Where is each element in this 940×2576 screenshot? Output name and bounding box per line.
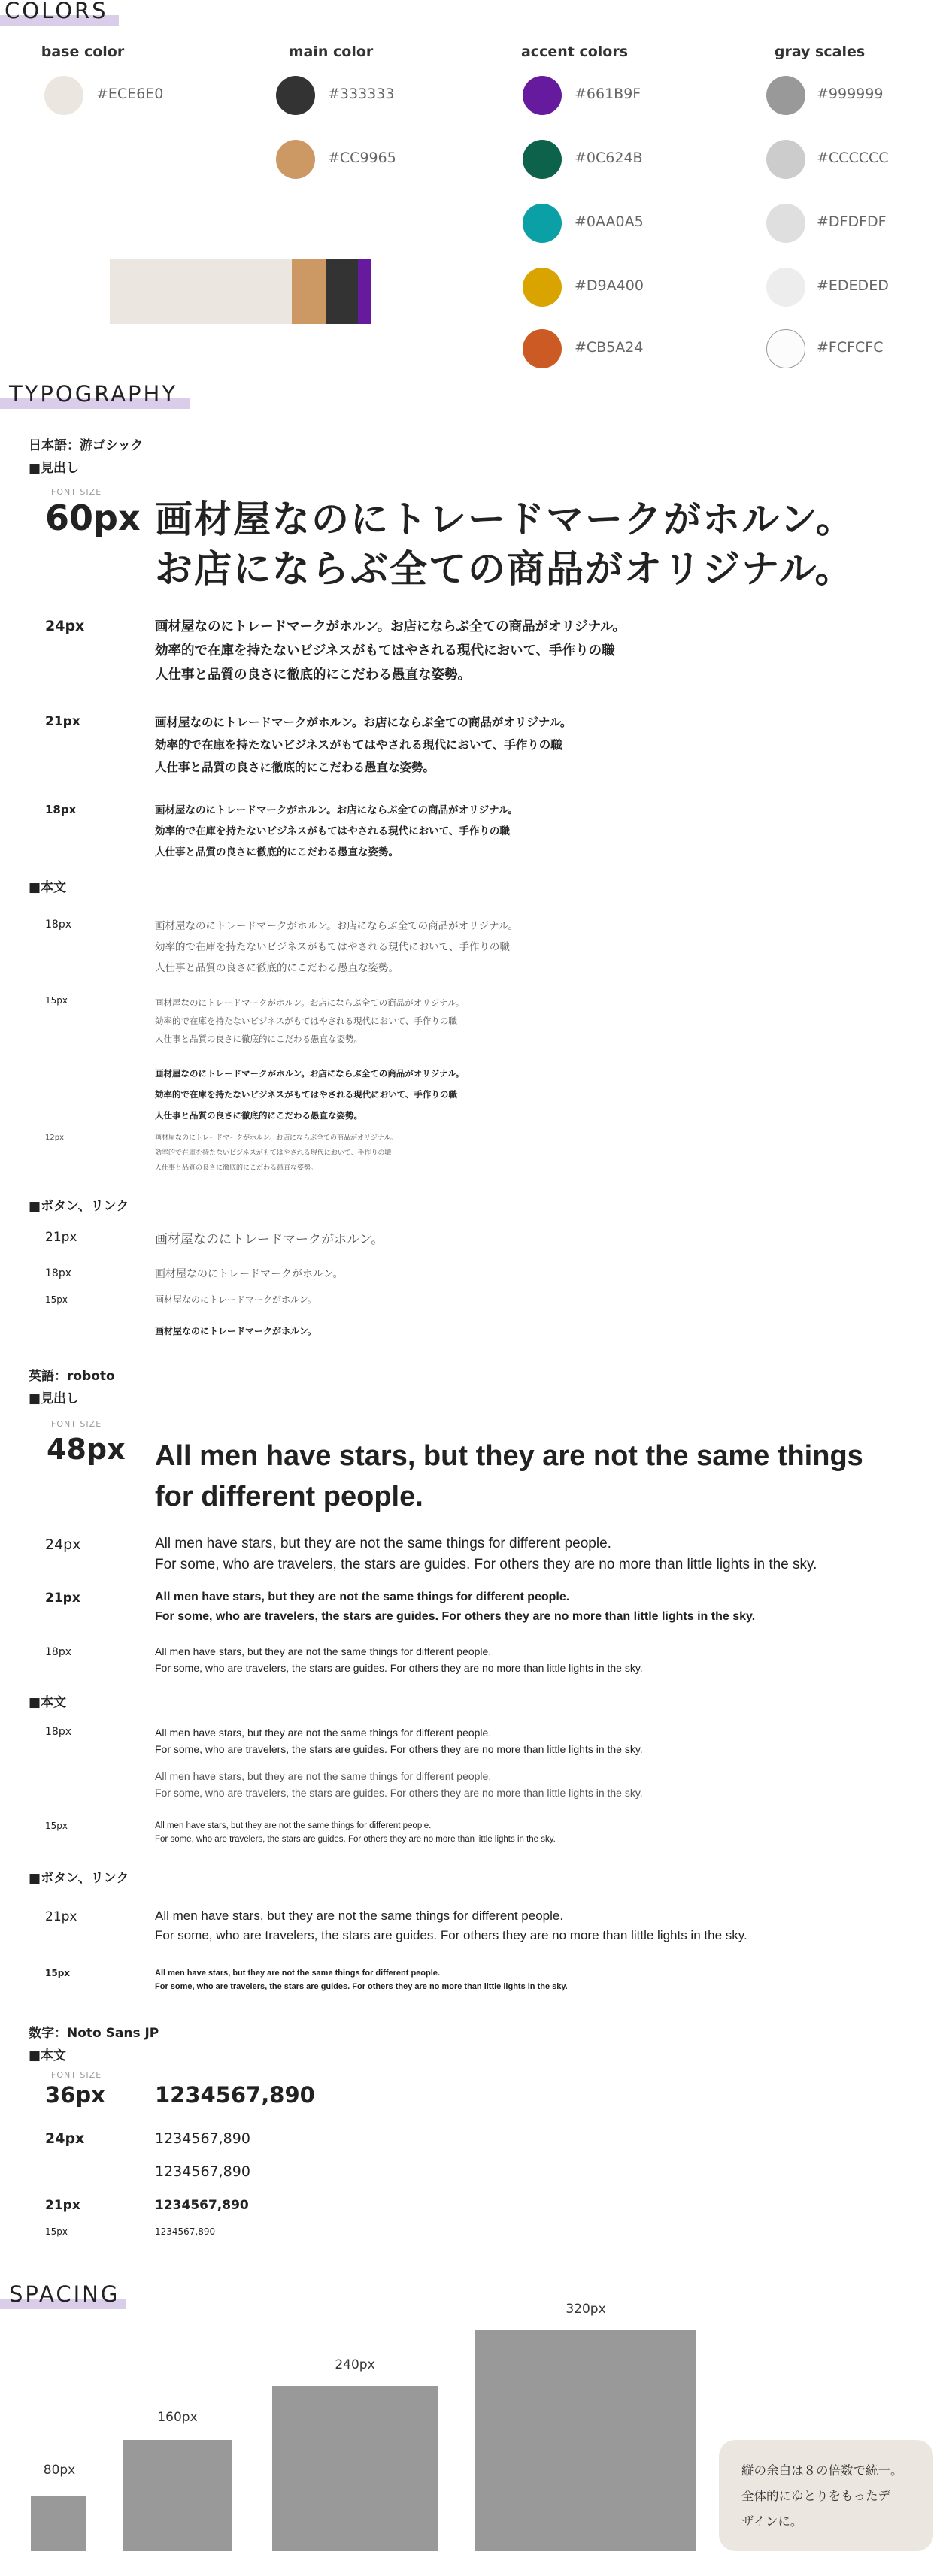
sample-jp-button-18: 画材屋なのにトレードマークがホルン。	[155, 1268, 344, 1280]
font-family-label-en: 英語：roboto	[29, 1369, 115, 1384]
sample-en-body-18: All men have stars, but they are not the same things for different people. For some, who are travelers, the stars are guides. For others they are no more than little lights in the sky.	[155, 1727, 643, 1755]
sample-jp-body-18: 画材屋なのにトレードマークがホルン。お店にならぶ全ての商品がオリジナル。 効率的で在庫を持たないビジネスがもてはやされる現代において、手作りの職 人仕事と品質の良さに徹底的にこだわる愚直な姿勢。	[155, 920, 518, 974]
size-label-18: 18px	[45, 803, 77, 816]
sample-num-36: 1234567,890	[155, 2082, 315, 2108]
size-label-15: 15px	[45, 2226, 68, 2237]
color-swatch-base	[44, 76, 83, 115]
size-label-21: 21px	[45, 714, 80, 729]
size-label-60: 60px	[45, 498, 141, 538]
color-bar-accent	[358, 259, 371, 324]
sample-en-18: All men have stars, but they are not the same things for different people. For some, who are travelers, the stars are guides. For others they are no more than little lights in the sky.	[155, 1645, 643, 1674]
size-label-24: 24px	[45, 618, 85, 634]
color-swatch-gray-4	[766, 268, 805, 307]
size-label-48: 48px	[47, 1433, 126, 1466]
color-swatch-main-2	[276, 140, 315, 179]
color-swatch-gray-1	[766, 76, 805, 115]
heading-marker: ■見出し	[29, 1391, 80, 1406]
sample-jp-18: 画材屋なのにトレードマークがホルン。お店にならぶ全ての商品がオリジナル。 効率的で在庫を持たないビジネスがもてはやされる現代において、手作りの職 人仕事と品質の良さに徹底的にこだわる愚直な姿勢。	[155, 804, 518, 858]
font-size-caption: FONT SIZE	[51, 487, 102, 497]
spacing-box-80	[31, 2496, 86, 2551]
spacing-label-240: 240px	[335, 2357, 375, 2372]
color-hex-label: #EDEDED	[817, 277, 889, 294]
main-color-heading: main color	[288, 44, 374, 60]
color-bar-main-1	[326, 259, 358, 324]
button-link-marker: ■ボタン、リンク	[29, 1199, 129, 1214]
spacing-box-240	[272, 2386, 438, 2551]
color-bar-main-2	[292, 259, 326, 324]
color-swatch-accent-1	[523, 76, 562, 115]
font-family-label-num: 数字：Noto Sans JP	[29, 2026, 159, 2041]
spacing-label-320: 320px	[566, 2302, 606, 2317]
color-hex-label: #CC9965	[328, 150, 396, 166]
button-link-marker: ■ボタン、リンク	[29, 1871, 129, 1886]
sample-jp-60: 画材屋なのにトレードマークがホルン。 お店にならぶ全ての商品がオリジナル。	[155, 498, 855, 591]
section-title-typography: TYPOGRAPHY	[9, 381, 178, 407]
body-marker: ■本文	[29, 2048, 67, 2063]
size-label-18: 18px	[45, 1726, 71, 1738]
accent-colors-heading: accent colors	[520, 44, 629, 60]
spacing-box-160	[123, 2440, 232, 2551]
size-label-15: 15px	[45, 995, 68, 1006]
sample-num-24-alt: 1234567,890	[155, 2163, 250, 2180]
color-swatch-accent-5	[523, 329, 562, 368]
size-label-12: 12px	[45, 1134, 64, 1142]
sample-en-48: All men have stars, but they are not the same things for different people.	[155, 1440, 863, 1512]
color-hex-label: #333333	[328, 86, 395, 102]
size-label-24: 24px	[45, 2130, 85, 2147]
color-hex-label: #0AA0A5	[575, 213, 644, 230]
sample-en-button-15: All men have stars, but they are not the same things for different people. For some, who are travelers, the stars are guides. For others they are no more than little lights in the sky.	[155, 1969, 568, 1991]
size-label-24: 24px	[45, 1536, 81, 1553]
sample-jp-body-15-bold: 画材屋なのにトレードマークがホルン。お店にならぶ全ての商品がオリジナル。 効率的で在庫を持たないビジネスがもてはやされる現代において、手作りの職 人仕事と品質の良さに徹底的にこだわる愚直な姿勢。	[155, 1068, 465, 1121]
spacing-label-80: 80px	[43, 2462, 76, 2478]
sample-num-24: 1234567,890	[155, 2130, 250, 2147]
section-title-colors: COLORS	[5, 0, 108, 23]
size-label-15: 15px	[45, 1968, 71, 1978]
color-hex-label: #D9A400	[575, 277, 644, 294]
sample-jp-24: 画材屋なのにトレードマークがホルン。お店にならぶ全ての商品がオリジナル。 効率的で在庫を持たないビジネスがもてはやされる現代において、手作りの職 人仕事と品質の良さに徹底的にこだわる愚直な姿勢。	[155, 619, 626, 683]
size-label-18: 18px	[45, 1646, 71, 1658]
color-swatch-gray-2	[766, 140, 805, 179]
size-label-21: 21px	[45, 1230, 77, 1245]
color-hex-label: #ECE6E0	[96, 86, 164, 102]
sample-num-15: 1234567,890	[155, 2226, 216, 2237]
size-label-15: 15px	[45, 1294, 68, 1305]
color-swatch-accent-4	[523, 268, 562, 307]
sample-jp-button-15: 画材屋なのにトレードマークがホルン。	[155, 1294, 317, 1305]
sample-en-21: All men have stars, but they are not the same things for different people. For some, who are travelers, the stars are guides. For others they are no more than little lights in the sky.	[155, 1591, 756, 1623]
color-swatch-gray-3	[766, 204, 805, 243]
color-hex-label: #CB5A24	[575, 339, 644, 356]
sample-en-body-15: All men have stars, but they are not the same things for different people. For some, who are travelers, the stars are guides. For others they are no more than little lights in the sky.	[155, 1821, 556, 1844]
heading-marker: ■見出し	[29, 461, 80, 476]
color-hex-label: #DFDFDF	[817, 213, 887, 230]
color-hex-label: #661B9F	[575, 86, 641, 102]
body-marker: ■本文	[29, 1695, 67, 1710]
sample-en-button-21: All men have stars, but they are not the same things for different people. For some, who are travelers, the stars are guides. For others they are no more than little lights in the sky.	[155, 1909, 747, 1942]
color-hex-label: #FCFCFC	[817, 339, 884, 356]
spacing-note-text: 縦の余白は８の倍数で統一。 全体的にゆとりをもったデ ザインに。	[741, 2463, 903, 2529]
spacing-note-card	[719, 2440, 933, 2551]
spacing-label-160: 160px	[157, 2410, 198, 2425]
color-swatch-main-1	[276, 76, 315, 115]
gray-scales-heading: gray scales	[774, 44, 866, 60]
font-size-caption: FONT SIZE	[51, 2070, 102, 2080]
color-hex-label: #CCCCCC	[817, 150, 889, 166]
size-label-36: 36px	[45, 2082, 105, 2108]
base-color-heading: base color	[41, 44, 125, 60]
color-hex-label: #0C624B	[575, 150, 643, 166]
color-swatch-accent-3	[523, 204, 562, 243]
size-label-18: 18px	[45, 919, 71, 931]
size-label-21: 21px	[45, 2198, 80, 2213]
sample-en-24: All men have stars, but they are not the same things for different people. For some, who are travelers, the stars are guides. For others they are no more than little lights in the sky.	[155, 1536, 817, 1573]
sample-jp-body-12: 画材屋なのにトレードマークがホルン。お店にならぶ全ての商品がオリジナル。 効率的で在庫を持たないビジネスがもてはやされる現代において、手作りの職 人仕事と品質の良さに徹底的にこだわる愚直な姿勢。	[155, 1134, 397, 1172]
sample-jp-button-15-bold: 画材屋なのにトレードマークがホルン。	[155, 1326, 317, 1336]
size-label-18: 18px	[45, 1267, 71, 1279]
sample-num-21: 1234567,890	[155, 2198, 249, 2213]
color-hex-label: #999999	[817, 86, 884, 102]
sample-jp-body-15: 画材屋なのにトレードマークがホルン。お店にならぶ全ての商品がオリジナル。 効率的で在庫を持たないビジネスがもてはやされる現代において、手作りの職 人仕事と品質の良さに徹底的にこだわる愚直な姿勢。	[155, 997, 465, 1044]
color-bar-base	[110, 259, 292, 324]
body-marker: ■本文	[29, 880, 67, 895]
spacing-box-320	[475, 2330, 696, 2551]
size-label-21: 21px	[45, 1909, 77, 1924]
font-size-caption: FONT SIZE	[51, 1419, 102, 1429]
section-title-spacing: SPACING	[9, 2281, 120, 2307]
sample-en-body-18-light: All men have stars, but they are not the same things for different people. For some, who are travelers, the stars are guides. For others they are no more than little lights in the sky.	[155, 1770, 643, 1799]
sample-jp-21: 画材屋なのにトレードマークがホルン。お店にならぶ全ての商品がオリジナル。 効率的で在庫を持たないビジネスがもてはやされる現代において、手作りの職 人仕事と品質の良さに徹底的にこだわる愚直な姿勢。	[155, 716, 572, 774]
sample-jp-button-21: 画材屋なのにトレードマークがホルン。	[155, 1232, 384, 1247]
font-family-label-jp: 日本語：游ゴシック	[29, 438, 144, 453]
color-swatch-gray-5	[766, 329, 805, 368]
size-label-15: 15px	[45, 1821, 68, 1831]
size-label-21: 21px	[45, 1591, 80, 1606]
color-swatch-accent-2	[523, 140, 562, 179]
